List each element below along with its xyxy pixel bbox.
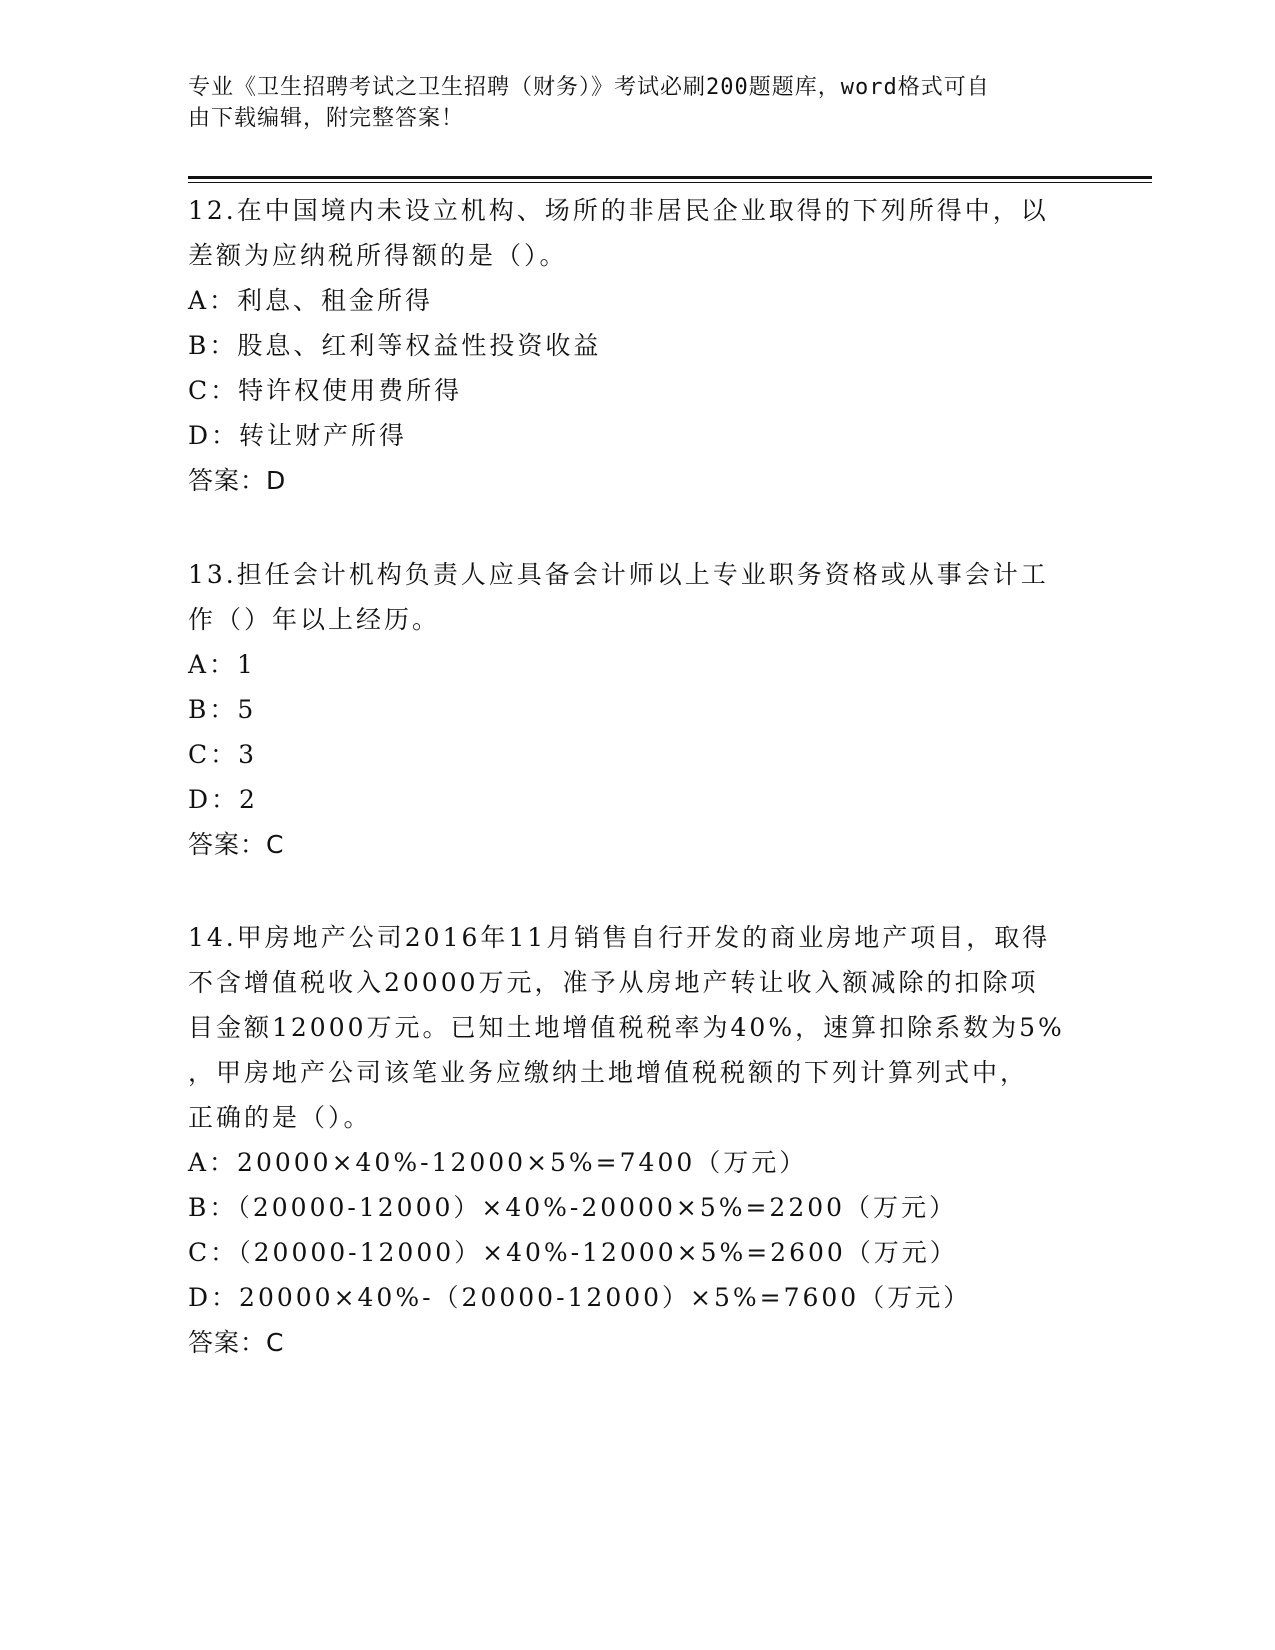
question-12	[188, 188, 1078, 503]
header-line-1: 专业《卫生招聘考试之卫生招聘（财务）》考试必刷200题题库，word格式可自	[188, 75, 990, 100]
option-b: B：（20000-12000）×40%-20000×5%=2200（万元）	[188, 1193, 958, 1222]
document-header	[188, 72, 1068, 134]
option-a: A：1	[188, 650, 256, 679]
option-c: C：（20000-12000）×40%-12000×5%=2600（万元）	[188, 1238, 958, 1267]
stem-line: 12.在中国境内未设立机构、场所的非居民企业取得的下列所得中，以	[188, 196, 1049, 225]
question-stem	[188, 188, 1078, 278]
question-stem	[188, 915, 1078, 1140]
option-a: A：利息、租金所得	[188, 286, 434, 315]
option-b: B：5	[188, 695, 257, 724]
answer-line: 答案：C	[188, 830, 285, 859]
option-d: D：20000×40%-（20000-12000）×5%=7600（万元）	[188, 1283, 972, 1312]
stem-line: 14.甲房地产公司2016年11月销售自行开发的商业房地产项目，取得	[188, 923, 1051, 952]
answer-line: 答案：C	[188, 1328, 285, 1357]
header-line-2: 由下载编辑，附完整答案！	[188, 106, 465, 131]
option-c: C：特许权使用费所得	[188, 376, 463, 405]
question-13	[188, 552, 1078, 867]
header-divider-thick	[188, 176, 1152, 179]
stem-line: 13.担任会计机构负责人应具备会计师以上专业职务资格或从事会计工	[188, 560, 1049, 589]
option-d: D：2	[188, 785, 258, 814]
option-d: D：转让财产所得	[188, 421, 408, 450]
answer-line: 答案：D	[188, 466, 287, 495]
question-14	[188, 915, 1078, 1365]
header-divider-thin	[188, 182, 1152, 183]
stem-line: 正确的是（）。	[188, 1103, 372, 1132]
option-a: A：20000×40%-12000×5%=7400（万元）	[188, 1148, 808, 1177]
option-c: C：3	[188, 740, 258, 769]
stem-line: 作（）年以上经历。	[188, 605, 441, 634]
stem-line: 差额为应纳税所得额的是（）。	[188, 241, 568, 270]
question-stem	[188, 552, 1078, 642]
stem-line: 不含增值税收入20000万元，准予从房地产转让收入额减除的扣除项	[188, 968, 1039, 997]
stem-line: 目金额12000万元。已知土地增值税税率为40%，速算扣除系数为5%	[188, 1013, 1065, 1042]
option-b: B：股息、红利等权益性投资收益	[188, 331, 602, 360]
stem-line: ，甲房地产公司该笔业务应缴纳土地增值税税额的下列计算列式中，	[188, 1058, 1029, 1087]
